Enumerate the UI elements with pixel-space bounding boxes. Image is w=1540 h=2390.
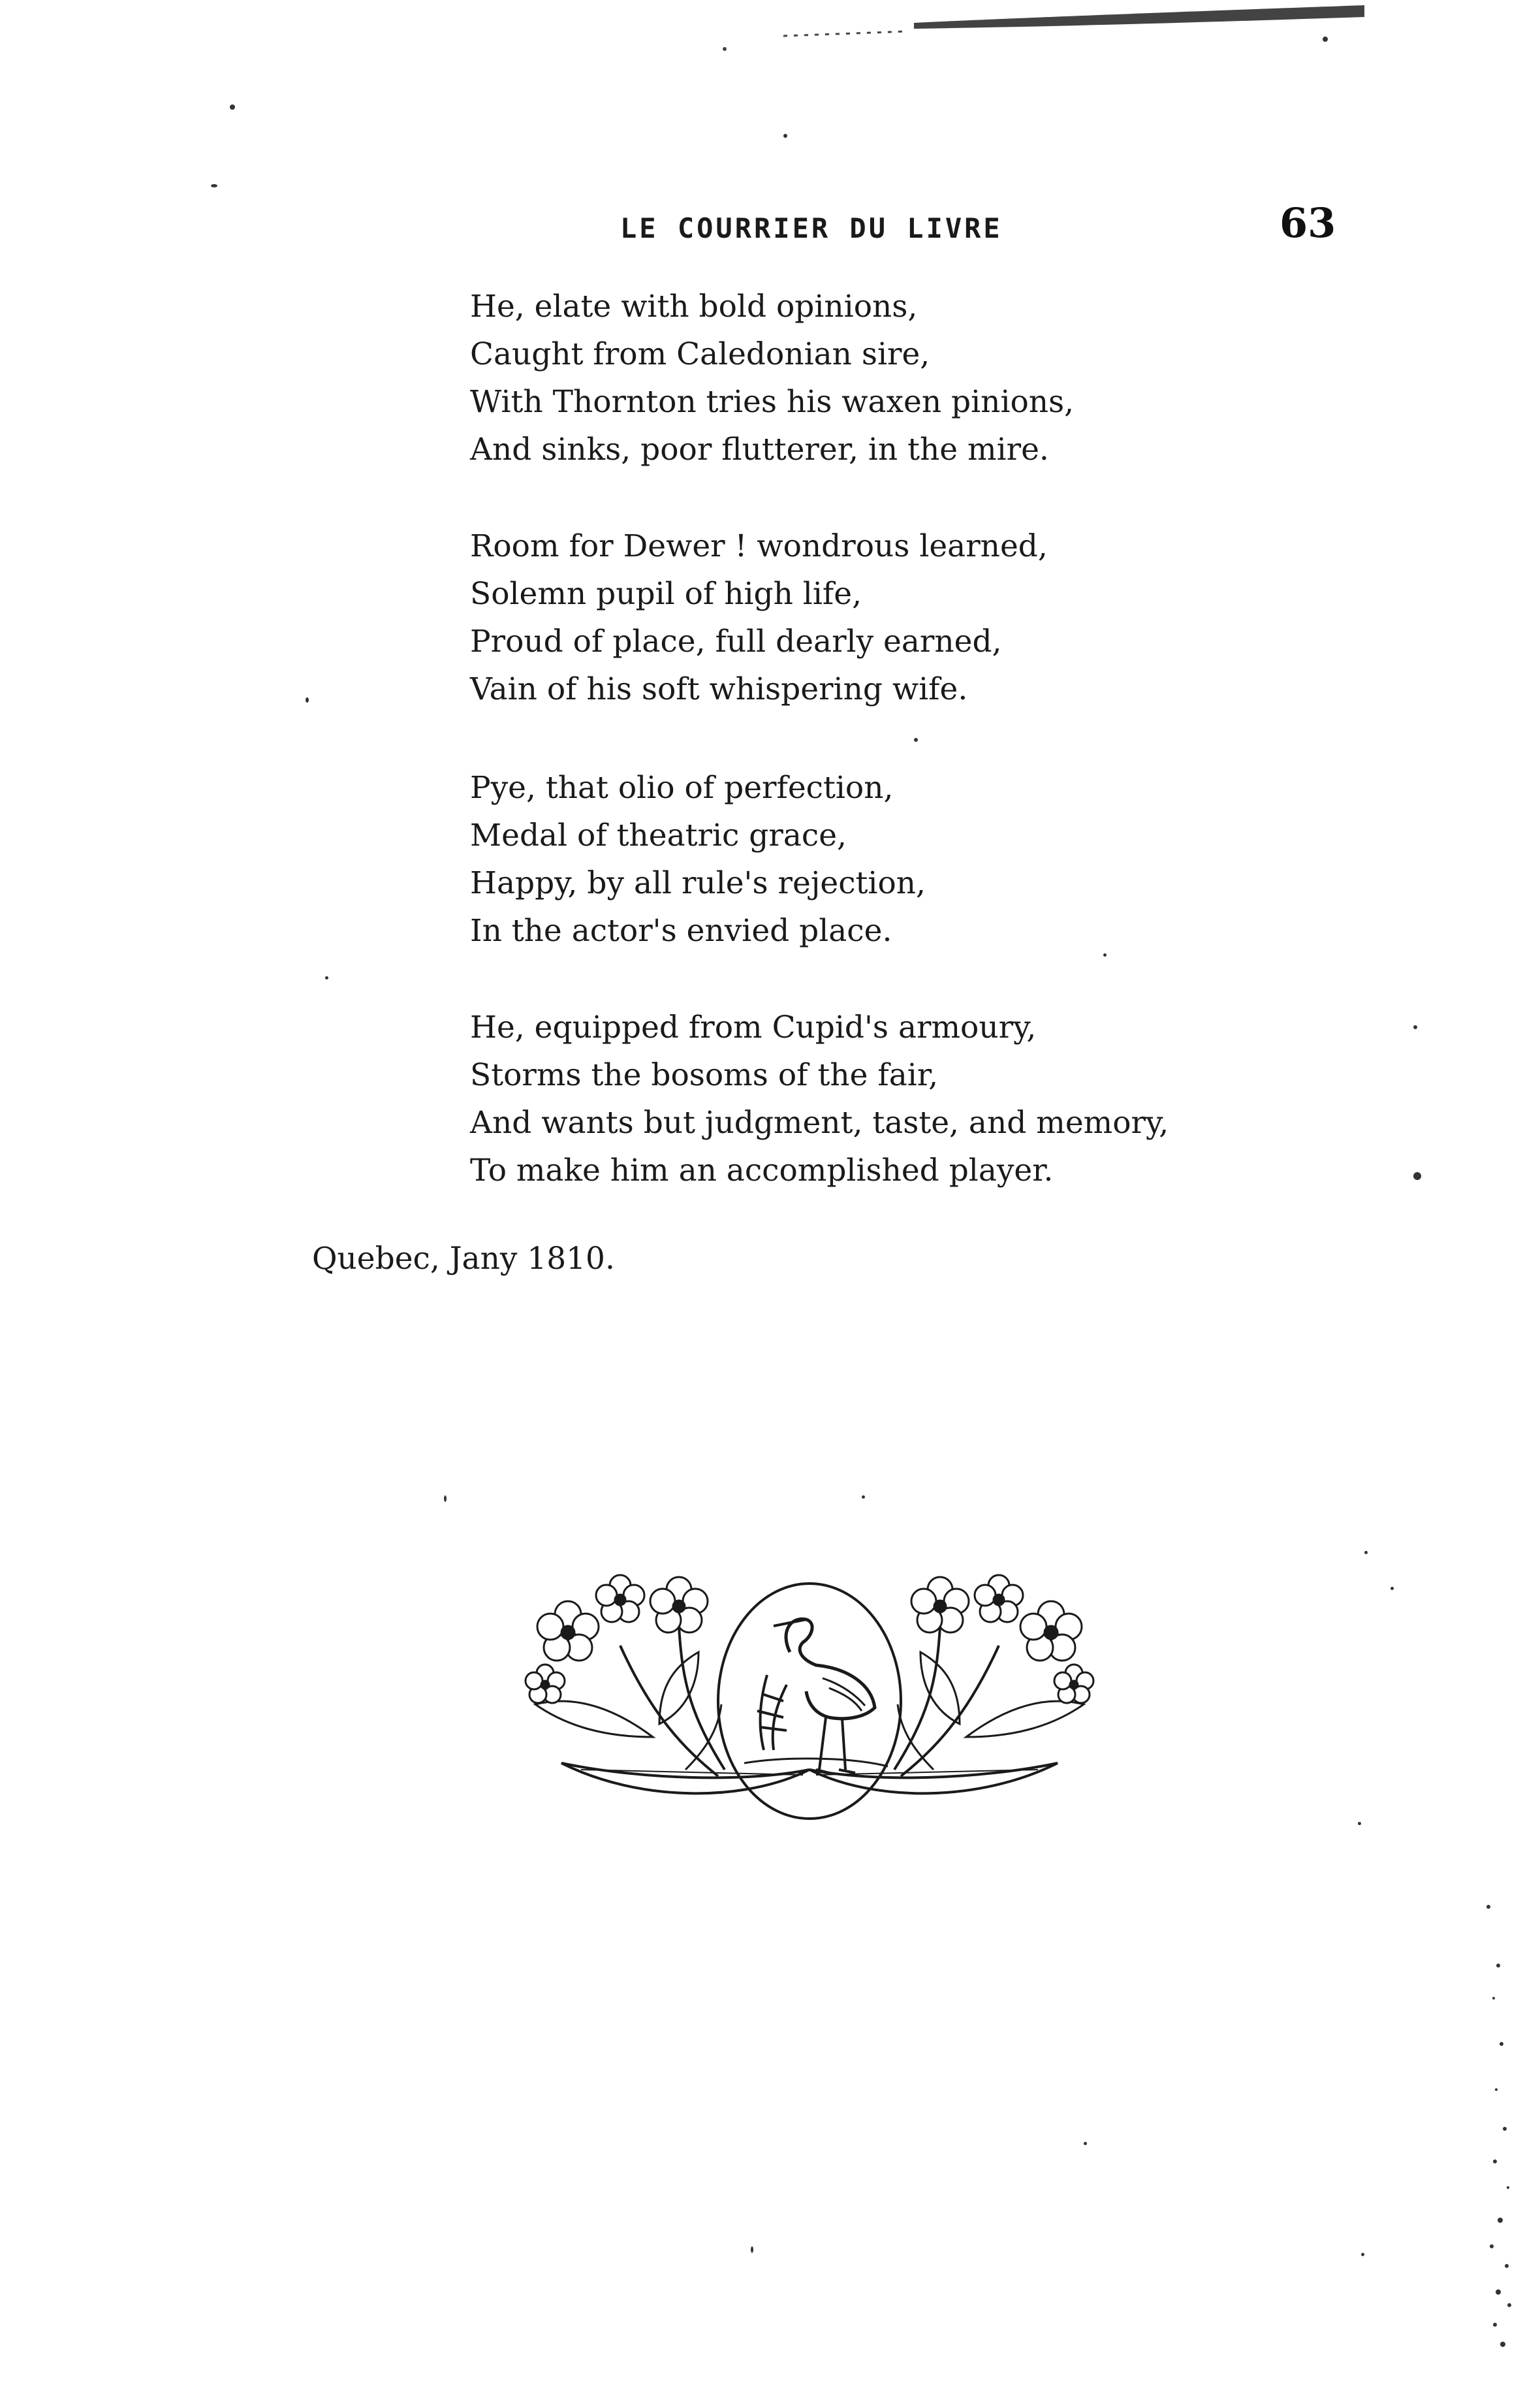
verse-line: Medal of theatric grace, bbox=[470, 818, 847, 853]
scan-speck bbox=[1103, 953, 1107, 957]
verse-line: And sinks, poor flutterer, in the mire. bbox=[470, 432, 1049, 468]
scan-speck bbox=[1364, 1551, 1368, 1554]
verse-line: In the actor's envied place. bbox=[470, 913, 892, 949]
running-title: LE COURRIER DU LIVRE bbox=[620, 212, 1003, 244]
scan-speck bbox=[783, 134, 787, 138]
verse-line: Caught from Caledonian sire, bbox=[470, 336, 930, 372]
scan-edge-smudge bbox=[685, 0, 1371, 59]
verse-line: He, equipped from Cupid's armoury, bbox=[470, 1010, 1037, 1045]
verse-line: Vain of his soft whispering wife. bbox=[470, 671, 968, 707]
verse-line: He, elate with bold opinions, bbox=[470, 289, 918, 325]
scan-speck bbox=[444, 1495, 447, 1502]
scan-speck bbox=[306, 697, 309, 703]
verse-line: Proud of place, full dearly earned, bbox=[470, 624, 1002, 660]
verse-line: Happy, by all rule's rejection, bbox=[470, 865, 926, 901]
verse-line: Solemn pupil of high life, bbox=[470, 576, 862, 612]
scan-speck bbox=[1391, 1587, 1394, 1590]
scan-speck bbox=[230, 104, 235, 110]
scan-speck bbox=[211, 184, 217, 187]
verse-line: Room for Dewer ! wondrous learned, bbox=[470, 528, 1048, 564]
verse-line: Storms the bosoms of the fair, bbox=[470, 1057, 939, 1093]
verse-line: And wants but judgment, taste, and memory, bbox=[470, 1105, 1169, 1141]
scan-speck bbox=[1358, 1822, 1361, 1825]
dateline: Quebec, Jany 1810. bbox=[312, 1241, 615, 1277]
scan-speck bbox=[1361, 2253, 1364, 2256]
scan-speck bbox=[751, 2246, 753, 2253]
stanza bbox=[470, 283, 1074, 473]
page-number: 63 bbox=[1280, 199, 1336, 247]
scan-speck bbox=[862, 1495, 865, 1499]
scan-speck bbox=[1413, 1172, 1421, 1180]
verse-line: With Thornton tries his waxen pinions, bbox=[470, 384, 1075, 420]
scan-speck bbox=[1084, 2142, 1087, 2145]
scan-speck bbox=[1413, 1025, 1417, 1029]
heron-medallion-floral-vignette-icon bbox=[509, 1554, 1110, 1848]
verse-line: Pye, that olio of perfection, bbox=[470, 770, 894, 806]
stanza bbox=[470, 1004, 1169, 1194]
scan-edge-noise bbox=[1469, 1894, 1534, 2390]
scan-speck bbox=[325, 976, 328, 980]
stanza bbox=[470, 764, 926, 955]
stanza bbox=[470, 522, 1048, 713]
verse-line: To make him an accomplished player. bbox=[470, 1153, 1054, 1188]
scan-speck bbox=[914, 738, 918, 742]
